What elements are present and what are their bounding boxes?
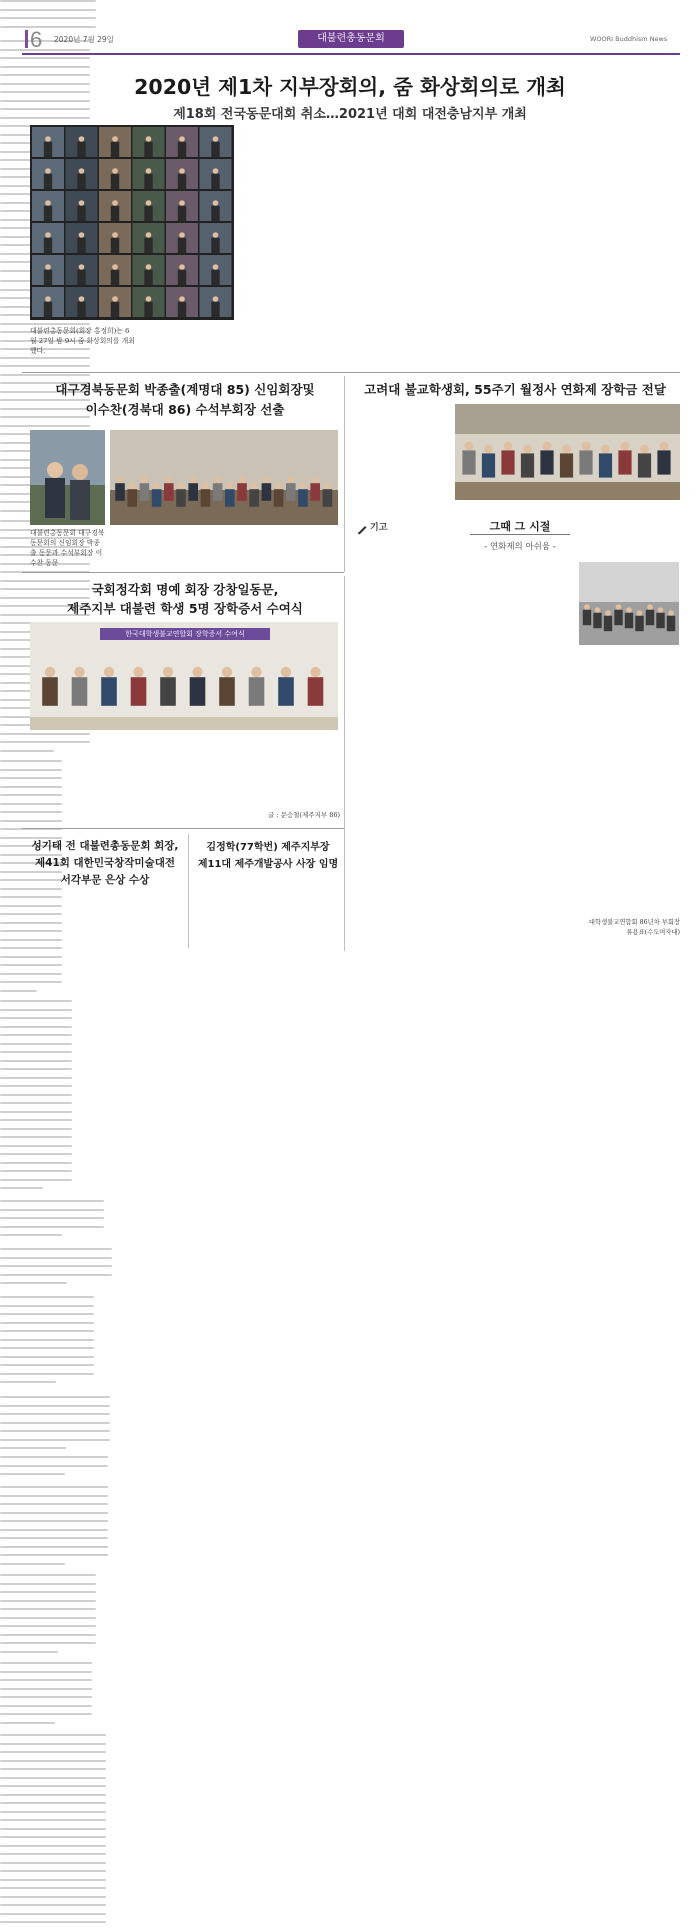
rule-2 xyxy=(22,572,344,573)
story2-col1 xyxy=(0,1200,104,1248)
story3-col1 xyxy=(0,1296,94,1396)
story4-headline-1: 국회정각회 명예 회장 강창일동문, xyxy=(91,582,279,597)
story4-credit: 글 : 문승철(제주지부 86) xyxy=(268,811,340,819)
story4-col2 xyxy=(0,1574,96,1662)
rule-3 xyxy=(22,828,344,829)
rule-1 xyxy=(22,372,680,373)
top-subheadline: 제18회 전국동문대회 취소…2021년 대회 대전충남지부 개최 xyxy=(173,107,527,122)
story6-headline-1: 김정학(77학번) 제주지부장 xyxy=(206,842,330,853)
story4-banner: 한국대학생불교연합회 장학증서 수여식 xyxy=(125,630,245,638)
column-logo xyxy=(356,518,390,536)
top-headline: 2020년 제1차 지부장회의, 줌 화상회의로 개최 xyxy=(134,75,566,99)
vertical-divider-mid xyxy=(344,376,345,572)
column-title-rule xyxy=(470,534,570,535)
column-logo-text: 기고 xyxy=(370,523,388,533)
column-col1 xyxy=(0,1734,106,1928)
top-story-col5 xyxy=(0,1000,72,1200)
story4-col1 xyxy=(0,1486,108,1574)
story2-photo-group xyxy=(110,430,338,525)
story2-headline-2: 이수찬(경북대 86) 수석부회장 선출 xyxy=(85,402,285,417)
top-photo-caption: 대불련총동문회(회장 홍정희)는 6월 27일 밤 9시 줌 화상회의를 개최했다. xyxy=(30,327,135,355)
page-header xyxy=(0,0,700,50)
zoom-meeting-photo xyxy=(30,125,234,320)
vertical-divider-lower xyxy=(344,576,345,951)
masthead: WOORI Buddhism News xyxy=(590,35,668,43)
story4-headline-2: 제주지부 대불련 학생 5명 장학증서 수여식 xyxy=(67,601,303,616)
story3-photo xyxy=(455,404,680,500)
column-title: 그때 그 시절 xyxy=(489,520,551,533)
story5-headline-3: 서각부문 은상 수상 xyxy=(60,874,150,886)
zoom-grid xyxy=(30,125,234,320)
story2-headline-1: 대구경북동문회 박종출(계명대 85) 신임회장및 xyxy=(55,382,315,397)
issue-date: 2020년 7월 29일 xyxy=(54,35,114,44)
story5-headline-2: 제41회 대한민국창작미술대전 xyxy=(35,857,175,869)
vertical-divider-bottom xyxy=(188,834,189,948)
column-subtitle: - 연화제의 아쉬움 - xyxy=(484,542,556,552)
story2-photo-portrait xyxy=(30,430,105,525)
story3-headline: 고려대 불교학생회, 55주기 월정사 연화제 장학금 전달 xyxy=(364,382,666,397)
column-photo xyxy=(579,562,679,645)
page-number: 6 xyxy=(30,27,43,52)
story4-col3 xyxy=(0,1662,92,1734)
column-signature-1: 대학생불교연합회 86년차 부회장 xyxy=(588,919,680,926)
story3-col2 xyxy=(0,1396,110,1456)
section-label: 대불련총동문회 xyxy=(298,30,404,48)
pen-icon xyxy=(356,520,368,532)
column-signature-2: 류용표(수도여자대) xyxy=(626,929,680,936)
story6-headline-2: 제11대 제주개발공사 사장 임명 xyxy=(197,859,339,870)
story2-caption: 대불련총동문회 대구경북동문회의 신임회장 박종출 동문과 수석부회장 이수찬 동문 xyxy=(30,529,105,567)
story3-col3 xyxy=(0,1456,108,1486)
story4-photo xyxy=(30,622,338,730)
story2-col2 xyxy=(0,1248,112,1296)
page-number-bar xyxy=(25,30,28,48)
header-rule xyxy=(22,53,680,55)
story5-headline-1: 성기태 전 대불련총동문회 회장, xyxy=(31,840,179,852)
